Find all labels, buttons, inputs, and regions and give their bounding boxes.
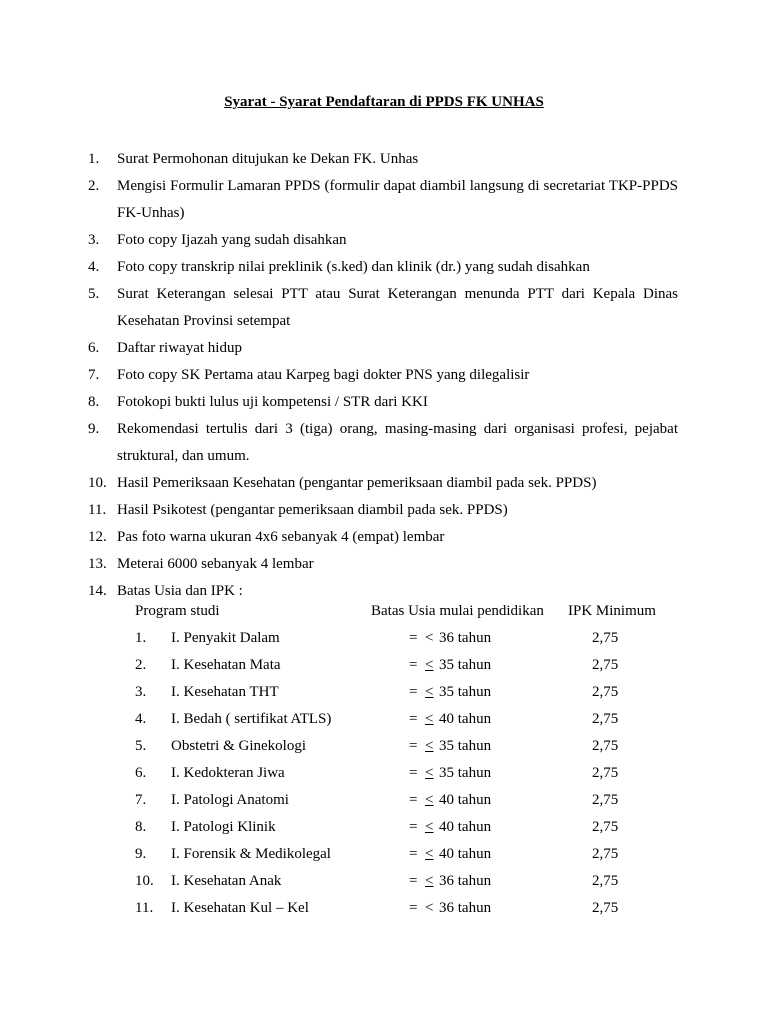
row-number: 5. — [135, 738, 147, 754]
row-number: 6. — [135, 765, 147, 781]
item-number: 14. — [88, 583, 107, 599]
item-text: Hasil Psikotest (pengantar pemeriksaan diambil pada sek. PPDS) — [117, 502, 508, 518]
table-row — [0, 841, 768, 868]
equals-sign: = — [409, 684, 418, 700]
item-number: 1. — [88, 151, 100, 167]
row-number: 2. — [135, 657, 147, 673]
table-row — [0, 868, 768, 895]
list-item — [88, 173, 678, 227]
list-item — [88, 389, 678, 416]
table-row — [0, 760, 768, 787]
header-age-limit: Batas Usia mulai pendidikan — [371, 603, 544, 619]
comparison-operator: < — [425, 630, 434, 646]
equals-sign: = — [409, 765, 418, 781]
age-limit: 40 tahun — [439, 819, 492, 835]
comparison-operator: < — [425, 657, 434, 673]
list-item — [88, 497, 678, 524]
ipk-minimum: 2,75 — [592, 765, 619, 781]
program-name: I. Penyakit Dalam — [171, 630, 280, 646]
item-text: Hasil Pemeriksaan Kesehatan (pengantar pemeriksaan diambil pada sek. PPDS) — [117, 475, 597, 491]
item-text: Foto copy Ijazah yang sudah disahkan — [117, 232, 347, 248]
age-limit: 36 tahun — [439, 630, 492, 646]
table-row — [0, 814, 768, 841]
age-limit: 36 tahun — [439, 873, 492, 889]
item-number: 5. — [88, 286, 100, 302]
ipk-minimum: 2,75 — [592, 684, 619, 700]
comparison-operator: < — [425, 873, 434, 889]
item-number: 10. — [88, 475, 107, 491]
ipk-minimum: 2,75 — [592, 711, 619, 727]
page-title: Syarat - Syarat Pendaftaran di PPDS FK UNHAS — [224, 94, 544, 110]
equals-sign: = — [409, 819, 418, 835]
equals-sign: = — [409, 657, 418, 673]
program-name: I. Bedah ( sertifikat ATLS) — [171, 711, 332, 727]
row-number: 4. — [135, 711, 147, 727]
row-number: 8. — [135, 819, 147, 835]
program-name: I. Kesehatan Kul – Kel — [171, 900, 309, 916]
age-limit: 40 tahun — [439, 846, 492, 862]
row-number: 3. — [135, 684, 147, 700]
ipk-minimum: 2,75 — [592, 900, 619, 916]
program-name: I. Kesehatan THT — [171, 684, 279, 700]
list-item — [88, 416, 678, 470]
program-name: I. Kesehatan Mata — [171, 657, 281, 673]
item-number: 7. — [88, 367, 100, 383]
age-ipk-table — [0, 598, 768, 922]
ipk-minimum: 2,75 — [592, 738, 619, 754]
equals-sign: = — [409, 900, 418, 916]
table-row — [0, 652, 768, 679]
item-number: 9. — [88, 421, 100, 437]
program-name: I. Forensik & Medikolegal — [171, 846, 331, 862]
item-number: 12. — [88, 529, 107, 545]
item-text: Meterai 6000 sebanyak 4 lembar — [117, 556, 314, 572]
comparison-operator: < — [425, 819, 434, 835]
item-number: 4. — [88, 259, 100, 275]
program-name: I. Kedokteran Jiwa — [171, 765, 285, 781]
program-name: I. Kesehatan Anak — [171, 873, 282, 889]
comparison-operator: < — [425, 738, 434, 754]
comparison-operator: < — [425, 765, 434, 781]
age-limit: 35 tahun — [439, 765, 492, 781]
comparison-operator: < — [425, 792, 434, 808]
ipk-minimum: 2,75 — [592, 630, 619, 646]
item-number: 2. — [88, 178, 100, 194]
table-row — [0, 625, 768, 652]
age-limit: 35 tahun — [439, 684, 492, 700]
row-number: 10. — [135, 873, 154, 889]
list-item — [88, 551, 678, 578]
comparison-operator: < — [425, 846, 434, 862]
item-text: Fotokopi bukti lulus uji kompetensi / STR dari KKI — [117, 394, 428, 410]
item-number: 8. — [88, 394, 100, 410]
list-item — [88, 281, 678, 335]
equals-sign: = — [409, 630, 418, 646]
list-item — [88, 470, 678, 497]
table-row — [0, 787, 768, 814]
program-name: Obstetri & Ginekologi — [171, 738, 306, 754]
equals-sign: = — [409, 846, 418, 862]
row-number: 11. — [135, 900, 154, 916]
item-number: 13. — [88, 556, 107, 572]
table-body — [0, 625, 768, 922]
age-limit: 35 tahun — [439, 738, 492, 754]
ipk-minimum: 2,75 — [592, 657, 619, 673]
requirements-list — [88, 146, 678, 605]
item-number: 6. — [88, 340, 100, 356]
ipk-minimum: 2,75 — [592, 873, 619, 889]
list-item — [88, 335, 678, 362]
equals-sign: = — [409, 792, 418, 808]
list-item — [88, 146, 678, 173]
item-text: Foto copy SK Pertama atau Karpeg bagi dokter PNS yang dilegalisir — [117, 367, 530, 383]
comparison-operator: < — [425, 684, 434, 700]
age-limit: 36 tahun — [439, 900, 492, 916]
program-name: I. Patologi Klinik — [171, 819, 276, 835]
list-item — [88, 227, 678, 254]
item-text: Rekomendasi tertulis dari 3 (tiga) orang, masing-masing dari organisasi profesi, pejabat struktural, dan umum. — [117, 421, 678, 464]
list-item — [88, 254, 678, 281]
header-program: Program studi — [135, 603, 220, 619]
item-text: Surat Permohonan ditujukan ke Dekan FK. Unhas — [117, 151, 419, 167]
age-limit: 40 tahun — [439, 792, 492, 808]
table-row — [0, 895, 768, 922]
ipk-minimum: 2,75 — [592, 846, 619, 862]
program-name: I. Patologi Anatomi — [171, 792, 289, 808]
row-number: 1. — [135, 630, 147, 646]
item-text: Batas Usia dan IPK : — [117, 583, 243, 599]
equals-sign: = — [409, 873, 418, 889]
table-row — [0, 733, 768, 760]
table-row — [0, 706, 768, 733]
item-text: Pas foto warna ukuran 4x6 sebanyak 4 (empat) lembar — [117, 529, 445, 545]
item-text: Mengisi Formulir Lamaran PPDS (formulir dapat diambil langsung di secretariat TKP-PPDS FK-Unhas) — [117, 178, 678, 221]
item-text: Daftar riwayat hidup — [117, 340, 242, 356]
item-number: 11. — [88, 502, 107, 518]
item-text: Surat Keterangan selesai PTT atau Surat Keterangan menunda PTT dari Kepala Dinas Kesehatan Provinsi setempat — [117, 286, 678, 329]
list-item — [88, 362, 678, 389]
table-row — [0, 679, 768, 706]
item-number: 3. — [88, 232, 100, 248]
table-header-row — [0, 598, 768, 625]
ipk-minimum: 2,75 — [592, 792, 619, 808]
age-limit: 35 tahun — [439, 657, 492, 673]
comparison-operator: < — [425, 711, 434, 727]
list-item — [88, 524, 678, 551]
equals-sign: = — [409, 711, 418, 727]
comparison-operator: < — [425, 900, 434, 916]
row-number: 7. — [135, 792, 147, 808]
header-ipk: IPK Minimum — [568, 603, 656, 619]
item-text: Foto copy transkrip nilai preklinik (s.ked) dan klinik (dr.) yang sudah disahkan — [117, 259, 590, 275]
row-number: 9. — [135, 846, 147, 862]
equals-sign: = — [409, 738, 418, 754]
age-limit: 40 tahun — [439, 711, 492, 727]
ipk-minimum: 2,75 — [592, 819, 619, 835]
